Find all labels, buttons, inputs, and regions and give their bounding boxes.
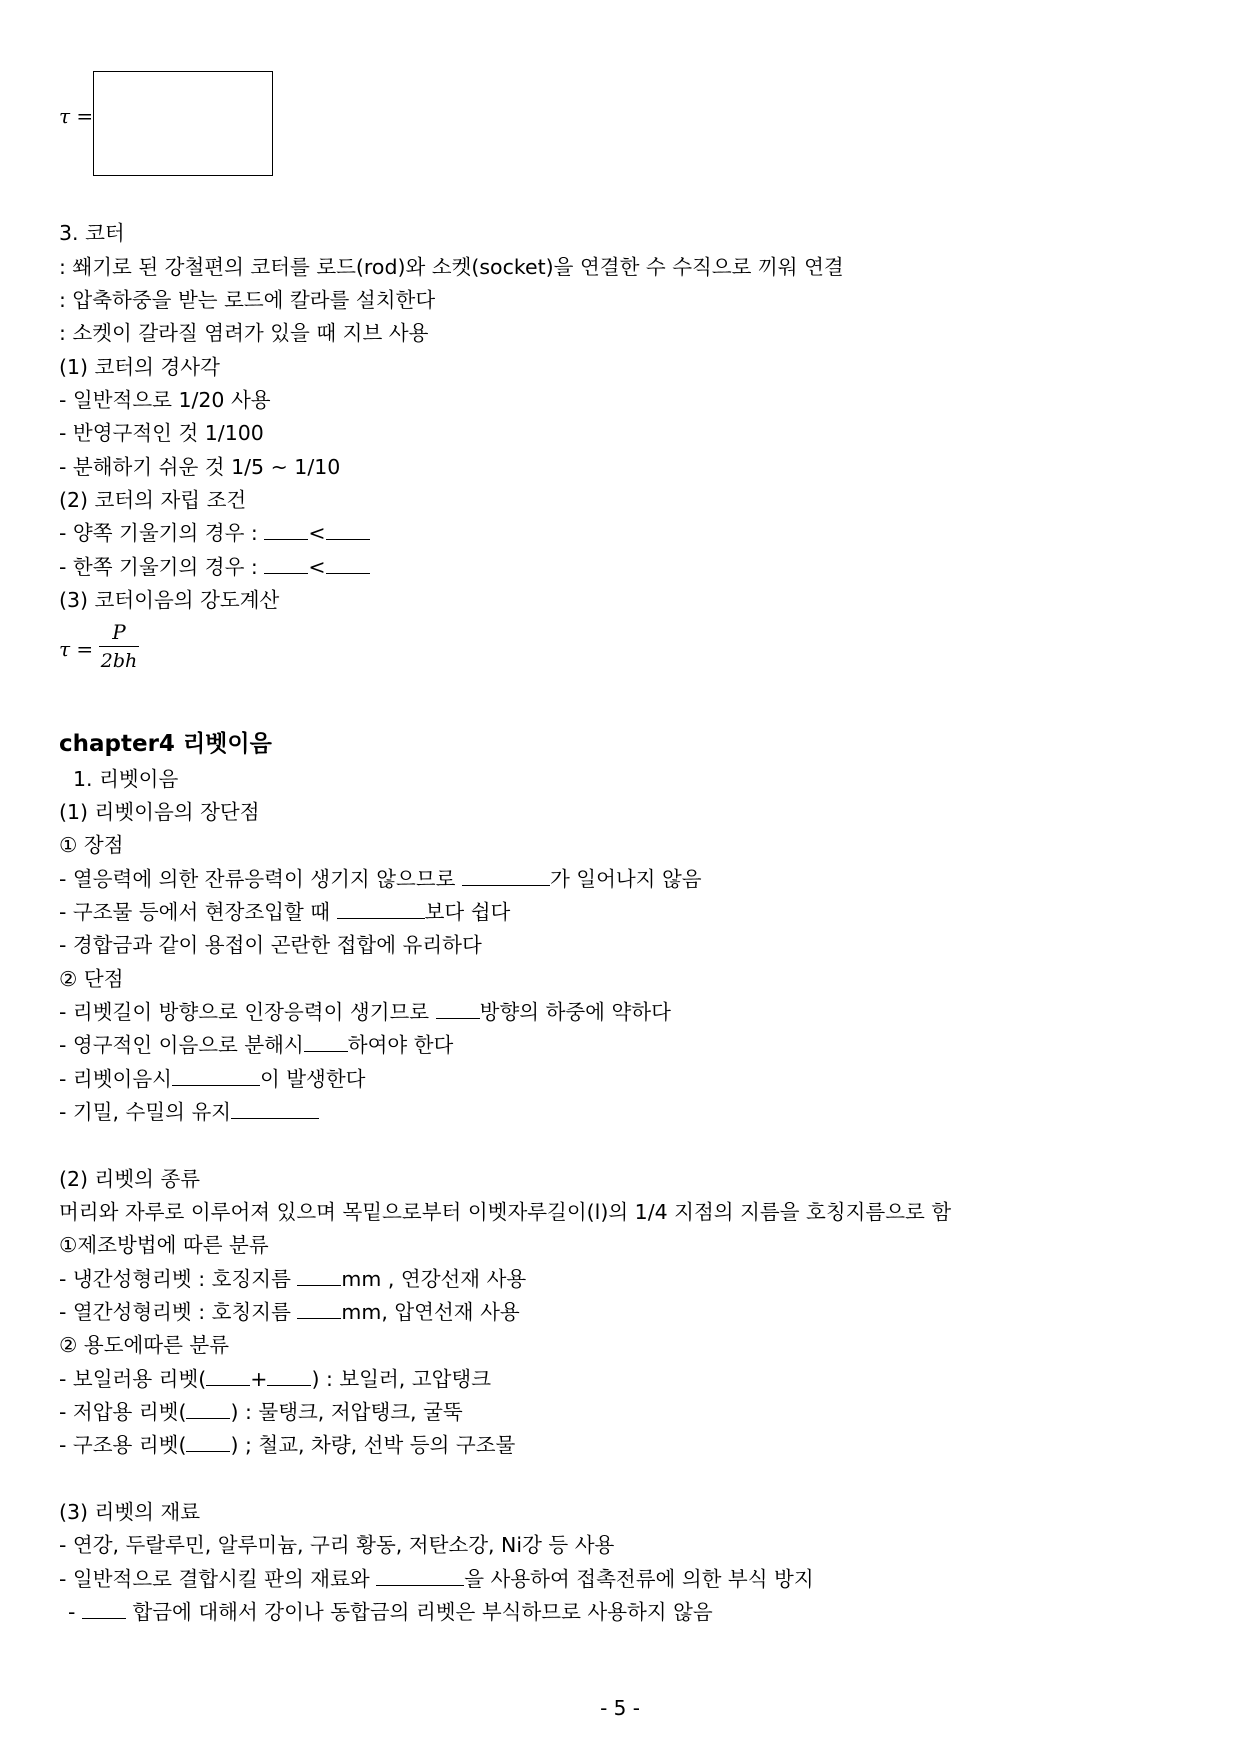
cotter-desc-2: : 압축하중을 받는 로드에 칼라를 설치한다 xyxy=(59,288,436,312)
low-pressure-rivet: - 저압용 리벳( ) : 물탱크, 저압탱크, 굴뚝 xyxy=(59,1400,463,1424)
fraction-formula xyxy=(99,620,139,673)
material-2: - 일반적으로 결합시킬 판의 재료와 을 사용하여 접촉전류에 의한 부식 방지 xyxy=(59,1567,814,1591)
blank[interactable] xyxy=(186,1431,230,1452)
page-number: - 5 - xyxy=(600,1696,640,1720)
tau-label: τ = xyxy=(59,104,94,128)
boiler-rivet: - 보일러용 리벳( + ) : 보일러, 고압탱크 xyxy=(59,1367,492,1391)
blank[interactable] xyxy=(206,1365,250,1386)
subsection-rivet-material: (3) 리벳의 재료 xyxy=(59,1500,201,1524)
advantage-1: - 열응력에 의한 잔류응력이 생기지 않으므로 가 일어나지 않음 xyxy=(59,867,702,891)
cotter-desc-3: : 소켓이 갈라질 염려가 있을 때 지브 사용 xyxy=(59,321,429,345)
section-riveted-joint: 1. 리벳이음 xyxy=(73,767,179,791)
disadvantages-heading: ② 단점 xyxy=(59,967,124,991)
taper-item-3: - 분해하기 쉬운 것 1/5 ~ 1/10 xyxy=(59,455,341,479)
blank[interactable] xyxy=(462,865,550,886)
fraction-bar xyxy=(99,646,139,647)
chapter-title: chapter4 리벳이음 xyxy=(59,731,272,757)
subsection-taper: (1) 코터의 경사각 xyxy=(59,355,220,379)
blank[interactable] xyxy=(264,553,308,574)
blank[interactable] xyxy=(326,519,370,540)
blank[interactable] xyxy=(264,519,308,540)
rivet-types-desc: 머리와 자루로 이루어져 있으며 목밑으로부터 이벳자루길이(l)의 1/4 지점의 지름을 호칭지름으로 함 xyxy=(59,1200,952,1224)
advantage-2: - 구조물 등에서 현장조입할 때 보다 쉽다 xyxy=(59,900,511,924)
fraction-denominator: 2bh xyxy=(100,650,138,672)
subsection-strength: (3) 코터이음의 강도계산 xyxy=(59,588,280,612)
disadvantage-1: - 리벳길이 방향으로 인장응력이 생기므로 방향의 하중에 약하다 xyxy=(59,1000,671,1024)
cold-rivet: - 냉간성형리벳 : 호징지름 mm , 연강선재 사용 xyxy=(59,1267,527,1291)
self-lock-both: - 양쪽 기울기의 경우 : < xyxy=(59,519,370,547)
taper-item-2: - 반영구적인 것 1/100 xyxy=(59,421,264,445)
material-1: - 연강, 두랄루민, 알루미늄, 구리 황동, 저탄소강, Ni강 등 사용 xyxy=(59,1533,615,1557)
hot-rivet: - 열간성형리벳 : 호칭지름 mm, 압연선재 사용 xyxy=(59,1300,520,1324)
subsection-self-lock: (2) 코터의 자립 조건 xyxy=(59,488,247,512)
answer-box[interactable] xyxy=(93,71,273,176)
self-lock-one: - 한쪽 기울기의 경우 : < xyxy=(59,553,370,581)
structural-rivet: - 구조용 리벳( ) ; 철교, 차량, 선박 등의 구조물 xyxy=(59,1433,516,1457)
blank[interactable] xyxy=(376,1565,464,1586)
cotter-desc-1: : 쐐기로 된 강철편의 코터를 로드(rod)와 소켓(socket)을 연결한 수 수직으로 끼워 연결 xyxy=(59,255,844,279)
disadvantage-2: - 영구적인 이음으로 분해시 하여야 한다 xyxy=(59,1033,454,1057)
blank[interactable] xyxy=(304,1031,348,1052)
blank[interactable] xyxy=(337,898,425,919)
blank[interactable] xyxy=(297,1298,341,1319)
subsection-rivet-types: (2) 리벳의 종류 xyxy=(59,1167,201,1191)
advantages-heading: ① 장점 xyxy=(59,833,124,857)
advantage-3: - 경합금과 같이 용접이 곤란한 접합에 유리하다 xyxy=(59,933,482,957)
usage-heading: ② 용도에따른 분류 xyxy=(59,1333,230,1357)
blank[interactable] xyxy=(326,553,370,574)
blank[interactable] xyxy=(297,1265,341,1286)
disadvantage-4: - 기밀, 수밀의 유지 xyxy=(59,1098,319,1126)
blank[interactable] xyxy=(82,1598,126,1619)
subsection-pros-cons: (1) 리벳이음의 장단점 xyxy=(59,800,260,824)
material-3: - 합금에 대해서 강이나 동합금의 리벳은 부식하므로 사용하지 않음 xyxy=(68,1600,713,1624)
blank[interactable] xyxy=(172,1065,260,1086)
blank[interactable] xyxy=(186,1398,230,1419)
taper-item-1: - 일반적으로 1/20 사용 xyxy=(59,388,271,412)
blank[interactable] xyxy=(267,1365,311,1386)
blank[interactable] xyxy=(436,998,480,1019)
section-title-cotter: 3. 코터 xyxy=(59,221,125,245)
tau-label-2: τ = xyxy=(59,637,94,661)
fraction-numerator: P xyxy=(112,620,126,644)
disadvantage-3: - 리벳이음시 이 발생한다 xyxy=(59,1067,366,1091)
manufacturing-heading: ①제조방법에 따른 분류 xyxy=(59,1233,269,1257)
blank[interactable] xyxy=(231,1098,319,1119)
